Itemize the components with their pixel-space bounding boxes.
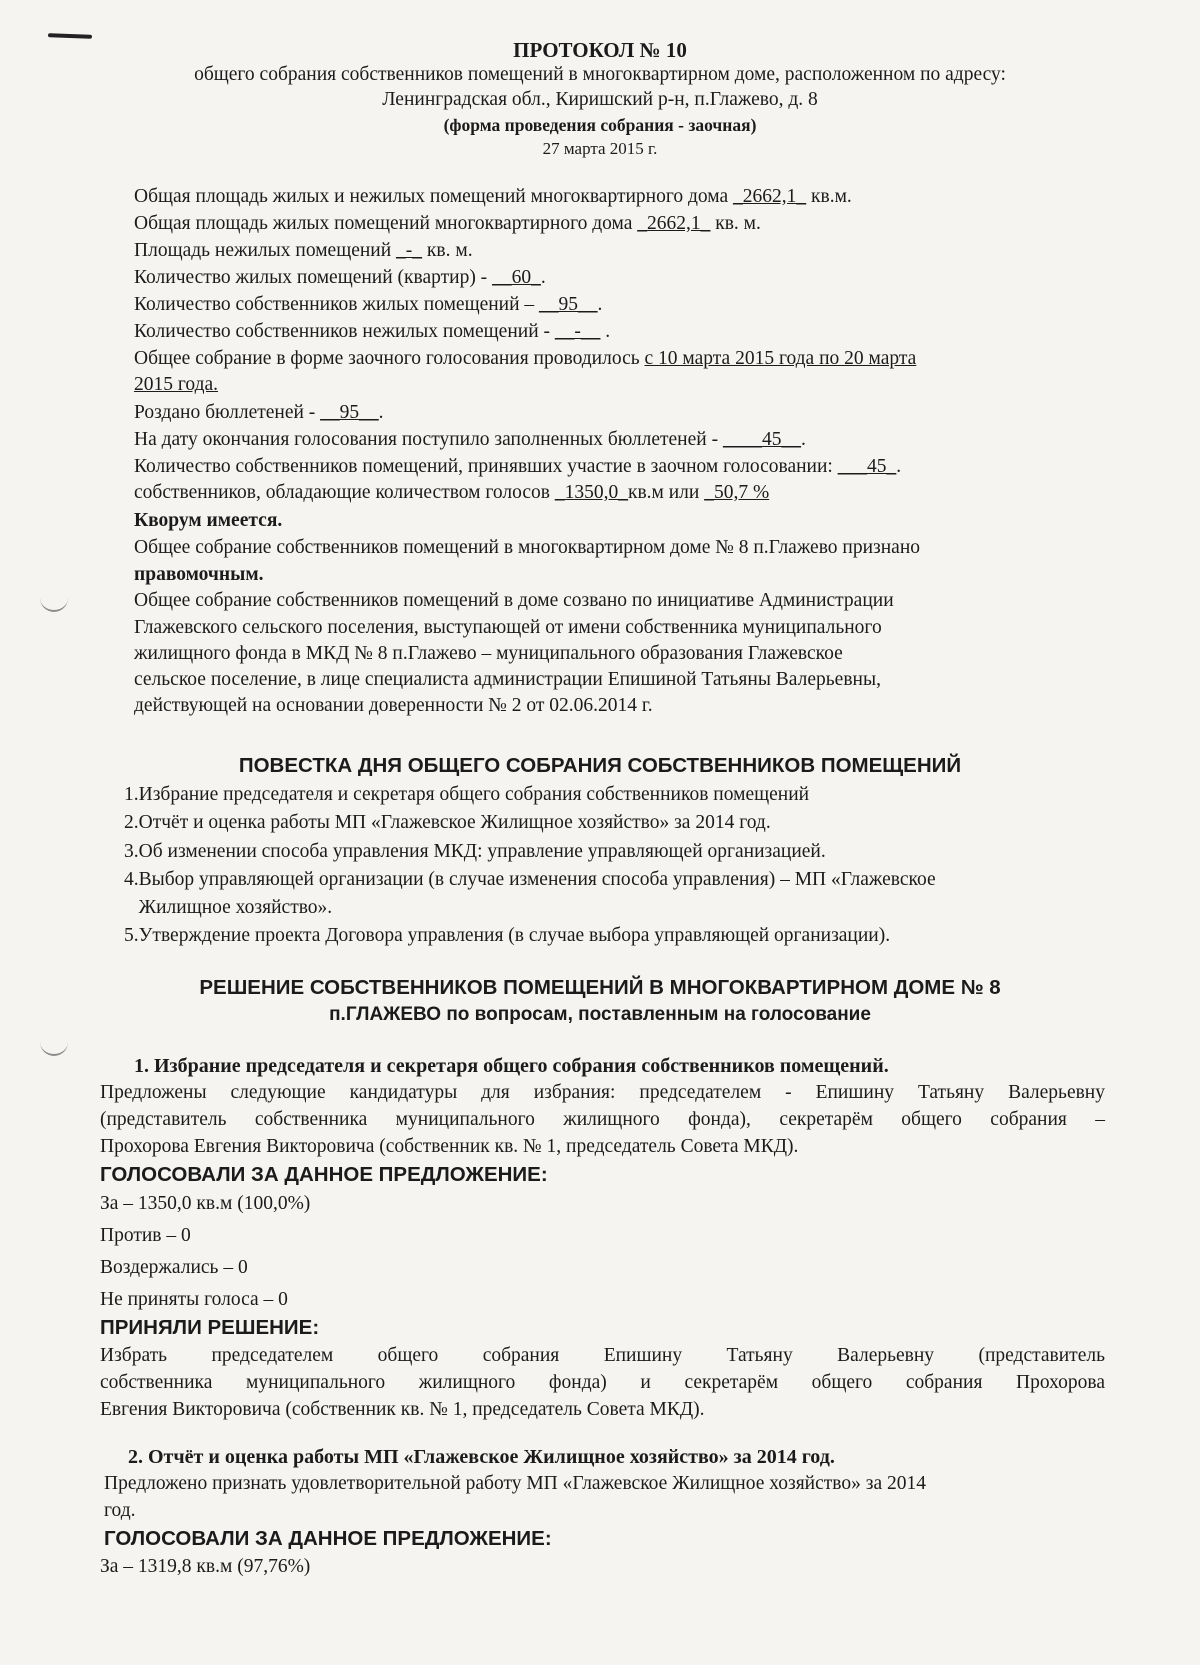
vote-against: Против – 0 <box>100 1225 191 1246</box>
initiator-text: Глажевского сельского поселения, выступающей от имени собственника муниципального <box>134 617 882 638</box>
fact-ballots-issued <box>134 402 384 424</box>
fact-label: Общая площадь жилых помещений многоквартирного дома <box>134 213 638 234</box>
fact-unit: кв. м. <box>422 240 473 261</box>
fact-label: Общая площадь жилых и нежилых помещений многоквартирного дома <box>134 186 734 207</box>
fact-period-end: 2015 года. <box>134 374 219 395</box>
punch-hole-mark <box>40 1040 68 1056</box>
question-1-proposal: (представитель собственника муниципального жилищного фонда), секретарём общего собрания – <box>100 1109 1105 1130</box>
question-1-proposal: Прохорова Евгения Викторовича (собственник кв. № 1, председатель Совета МКД). <box>100 1136 799 1157</box>
meeting-form: (форма проведения собрания - заочная) <box>443 115 757 135</box>
decided-heading: ПРИНЯЛИ РЕШЕНИЕ: <box>100 1316 320 1339</box>
fact-end: . <box>896 456 902 477</box>
document-date: 27 марта 2015 г. <box>542 139 658 158</box>
fact-votes <box>134 482 769 504</box>
question-1-proposal: Предложены следующие кандидатуры для избрания: председателем - Епишину Татьяну Валерьевну <box>100 1082 1105 1103</box>
fact-value: __60_ <box>492 267 541 288</box>
question-1-decision: Евгения Викторовича (собственник кв. № 1, председатель Совета МКД). <box>100 1399 705 1420</box>
agenda-item: 4.Выбор управляющей организации (в случае изменения способа управления) – МП «Глажевское <box>124 869 936 890</box>
agenda-item: Жилищное хозяйство». <box>124 897 333 918</box>
fact-owners-nonliving <box>134 321 610 343</box>
fact-value: _2662,1_ <box>637 213 711 234</box>
agenda-item: 3.Об изменении способа управления МКД: управление управляющей организацией. <box>124 841 826 862</box>
vote-for: За – 1350,0 кв.м (100,0%) <box>100 1193 311 1214</box>
fact-label: Общее собрание в форме заочного голосования проводилось <box>134 348 645 369</box>
fact-label: Площадь нежилых помещений <box>134 240 397 261</box>
fact-participants <box>134 456 901 478</box>
fact-value: с 10 марта 2015 года по 20 марта <box>644 348 917 369</box>
fact-value: __95__ <box>320 402 379 423</box>
fact-label: Количество собственников нежилых помещений - <box>134 321 555 342</box>
fact-living-area <box>134 213 761 235</box>
initiator-text: Общее собрание собственников помещений в доме созвано по инициативе Администрации <box>134 590 894 611</box>
voted-heading: ГОЛОСОВАЛИ ЗА ДАННОЕ ПРЕДЛОЖЕНИЕ: <box>100 1163 548 1186</box>
document-address: Ленинградская обл., Киришский р-н, п.Глажево, д. 8 <box>382 89 818 110</box>
fact-value: __-__ <box>554 321 601 342</box>
fact-end: . <box>540 267 546 288</box>
initiator-text: жилищного фонда в МКД № 8 п.Глажево – муниципального образования Глажевское <box>134 643 843 664</box>
question-1-decision: Избрать председателем общего собрания Епишину Татьяну Валерьевну (представитель <box>100 1345 1105 1366</box>
agenda-title: ПОВЕСТКА ДНЯ ОБЩЕГО СОБРАНИЯ СОБСТВЕННИКОВ ПОМЕЩЕНИЙ <box>238 754 962 777</box>
fact-value: __95__ <box>539 294 598 315</box>
fact-value: ___45_ <box>837 456 897 477</box>
fact-value: ____45__ <box>722 429 801 450</box>
fact-end: . <box>378 402 384 423</box>
fact-label: Роздано бюллетеней - <box>134 402 321 423</box>
vote-abstained: Воздержались – 0 <box>100 1257 248 1278</box>
initiator-text: действующей на основании доверенности № 2 от 02.06.2014 г. <box>134 695 653 716</box>
fact-unit: кв. м. <box>710 213 761 234</box>
fact-total-area <box>134 186 852 208</box>
voted-heading: ГОЛОСОВАЛИ ЗА ДАННОЕ ПРЕДЛОЖЕНИЕ: <box>104 1527 552 1550</box>
fact-ballots-received <box>134 429 806 451</box>
fact-end: . <box>800 429 806 450</box>
fact-value: _2662,1_ <box>733 186 807 207</box>
question-2-proposal: год. <box>104 1500 136 1521</box>
fact-label: Количество собственников жилых помещений – <box>134 294 540 315</box>
fact-value: _1350,0_ <box>554 482 628 503</box>
agenda-item: 2.Отчёт и оценка работы МП «Глажевское Жилищное хозяйство» за 2014 год. <box>124 812 771 833</box>
competent-statement-end: правомочным. <box>134 564 264 585</box>
agenda-item: 1.Избрание председателя и секретаря общего собрания собственников помещений <box>124 784 810 805</box>
fact-label: Количество жилых помещений (квартир) - <box>134 267 493 288</box>
fact-label: кв.м или <box>627 482 705 503</box>
punch-hole-mark <box>40 596 68 612</box>
decision-subtitle: п.ГЛАЖЕВО по вопросам, поставленным на голосование <box>329 1004 871 1025</box>
fact-value: _-_ <box>396 240 423 261</box>
fact-end: . <box>597 294 603 315</box>
fact-nonliving-area <box>134 240 473 262</box>
question-2-proposal: Предложено признать удовлетворительной работу МП «Глажевское Жилищное хозяйство» за 2014 <box>104 1473 926 1494</box>
question-1-title: 1. Избрание председателя и секретаря общего собрания собственников помещений. <box>134 1055 889 1077</box>
fact-period <box>134 348 916 370</box>
document-title: ПРОТОКОЛ № 10 <box>513 38 687 62</box>
quorum-statement: Кворум имеется. <box>134 510 283 531</box>
agenda-item: 5.Утверждение проекта Договора управления (в случае выбора управляющей организации). <box>124 925 891 946</box>
decision-title: РЕШЕНИЕ СОБСТВЕННИКОВ ПОМЕЩЕНИЙ В МНОГОКВАРТИРНОМ ДОМЕ № 8 <box>199 976 1001 999</box>
fact-label: На дату окончания голосования поступило заполненных бюллетеней - <box>134 429 723 450</box>
fact-value: _50,7 % <box>704 482 770 503</box>
fact-unit: кв.м. <box>806 186 852 207</box>
question-2-title: 2. Отчёт и оценка работы МП «Глажевское Жилищное хозяйство» за 2014 год. <box>128 1446 835 1468</box>
competent-statement: Общее собрание собственников помещений в многоквартирном доме № 8 п.Глажево признано <box>134 537 920 558</box>
fact-label: собственников, обладающие количеством голосов <box>134 482 555 503</box>
fact-apartments <box>134 267 546 289</box>
vote-for: За – 1319,8 кв.м (97,76%) <box>100 1556 311 1577</box>
fact-owners-living <box>134 294 602 316</box>
question-1-decision: собственника муниципального жилищного фонда) и секретарём общего собрания Прохорова <box>100 1372 1105 1393</box>
document-subtitle: общего собрания собственников помещений в многоквартирном доме, расположенном по адресу: <box>194 64 1006 85</box>
fact-end: . <box>600 321 611 342</box>
vote-not-accepted: Не приняты голоса – 0 <box>100 1289 288 1310</box>
initiator-text: сельское поселение, в лице специалиста администрации Епишиной Татьяны Валерьевны, <box>134 669 881 690</box>
fact-label: Количество собственников помещений, принявших участие в заочном голосовании: <box>134 456 838 477</box>
